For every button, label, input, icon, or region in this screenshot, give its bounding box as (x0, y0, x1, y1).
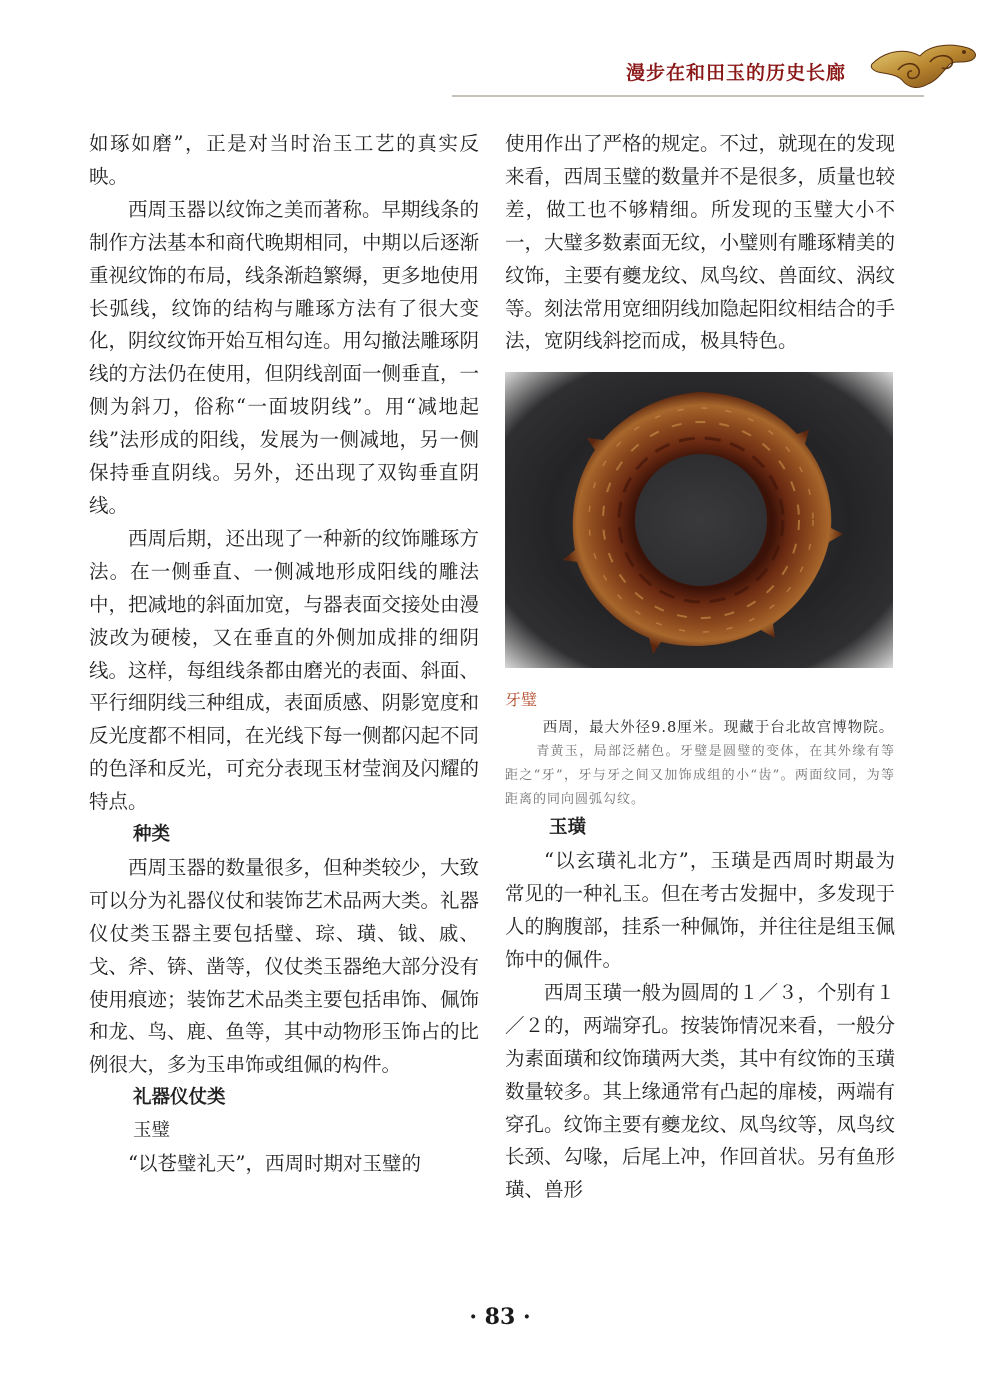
jade-bi-photo (505, 372, 893, 668)
body-paragraph: “以玄璜礼北方”，玉璜是西周时期最为常见的一种礼玉。但在考古发掘中，多发现于人的胸腹部，挂系一种佩饰，并往往是组玉佩饰中的佩件。 (505, 849, 896, 971)
running-header-title: 漫步在和田玉的历史长廊 (626, 62, 847, 84)
section-heading-ritual: 礼器仪仗类 (133, 1087, 226, 1109)
body-paragraph: 使用作出了严格的规定。不过，就现在的发现来看，西周玉璧的数量并不是很多，质量也较差，做工也不够精细。所发现的玉璧大小不一，大璧多数素面无纹，小璧则有雕琢精美的纹饰，主要有夔龙纹、凤鸟纹、兽面纹、涡纹等。刻法常用宽细阴线加隐起阳纹相结合的手法，宽阴线斜挖而成，极具特色。 (505, 132, 896, 353)
caption-title: 牙璧 (505, 690, 538, 710)
caption-main: 西周，最大外径9.8厘米。现藏于台北故宫博物院。 (542, 720, 895, 737)
right-column (505, 128, 895, 1207)
caption-detail: 青黄玉，局部泛赭色。牙璧是圆璧的变体，在其外缘有等距之“牙”，牙与牙之间又加饰成组的小“齿”。两面纹同，为等距离的同向圆弧勾纹。 (505, 744, 895, 808)
jade-bi-disc-image (505, 372, 893, 668)
subheading-huang: 玉璜 (549, 817, 587, 839)
body-paragraph: 西周玉器以纹饰之美而著称。早期线条的制作方法基本和商代晚期相同，中期以后逐渐重视纹饰的布局，线条渐趋繁缛，更多地使用长弧线，纹饰的结构与雕琢方法有了很大变化，阴纹纹饰开始互相勾连。用勾撤法雕琢阴线的方法仍在使用，但阴线剖面一侧垂直，一侧为斜刀，俗称“一面坡阴线”。用“减地起线”法形成的阳线，发展为一侧减地，另一侧保持垂直阴线。另外，还出现了双钩垂直阴线。 (89, 197, 480, 517)
body-paragraph: 西周后期，还出现了一种新的纹饰雕琢方法。在一侧垂直、一侧减地形成阳线的雕法中，把减地的斜面加宽，与器表面交接处由漫波改为硬棱，又在垂直的外侧加成排的细阴线。这样，每组线条都由磨光的表面、斜面、平行细阴线三种组成，表面质感、阴影宽度和反光度都不相同，在光线下每一侧都闪起不同的色泽和反光，可充分表现玉材莹润及闪耀的特点。 (89, 526, 480, 814)
body-paragraph: 西周玉器的数量很多，但种类较少，大致可以分为礼器仪仗和装饰艺术品两大类。礼器仪仗类玉器主要包括璧、琮、璜、钺、戚、戈、斧、锛、凿等，仪仗类玉器绝大部分没有使用痕迹；装饰艺术品类主要包括串饰、佩饰和龙、鸟、鹿、鱼等，其中动物形玉饰占的比例很大，多为玉串饰或组佩的构件。 (89, 855, 480, 1077)
body-paragraph: 如琢如磨”，正是对当时治玉工艺的真实反映。 (89, 132, 479, 188)
page-number: · 83 · (469, 1304, 531, 1330)
section-heading-types: 种类 (133, 824, 171, 846)
subheading-bi: 玉璧 (133, 1120, 171, 1142)
body-paragraph: 西周玉璜一般为圆周的１／３，个别有１／２的，两端穿孔。按装饰情况来看，一般分为素面璜和纹饰璜两大类，其中有纹饰的玉璜数量较多。其上缘通常有凸起的扉棱，两端有穿孔。纹饰主要有夔龙纹、凤鸟纹等，凤鸟纹长颈、勾喙，后尾上冲，作回首状。另有鱼形璜、兽形 (505, 980, 896, 1202)
left-column (89, 128, 479, 1181)
header-rule (452, 95, 924, 97)
cloud-ornament-icon (868, 40, 980, 96)
body-paragraph: “以苍璧礼天”，西周时期对玉璧的 (128, 1152, 421, 1176)
